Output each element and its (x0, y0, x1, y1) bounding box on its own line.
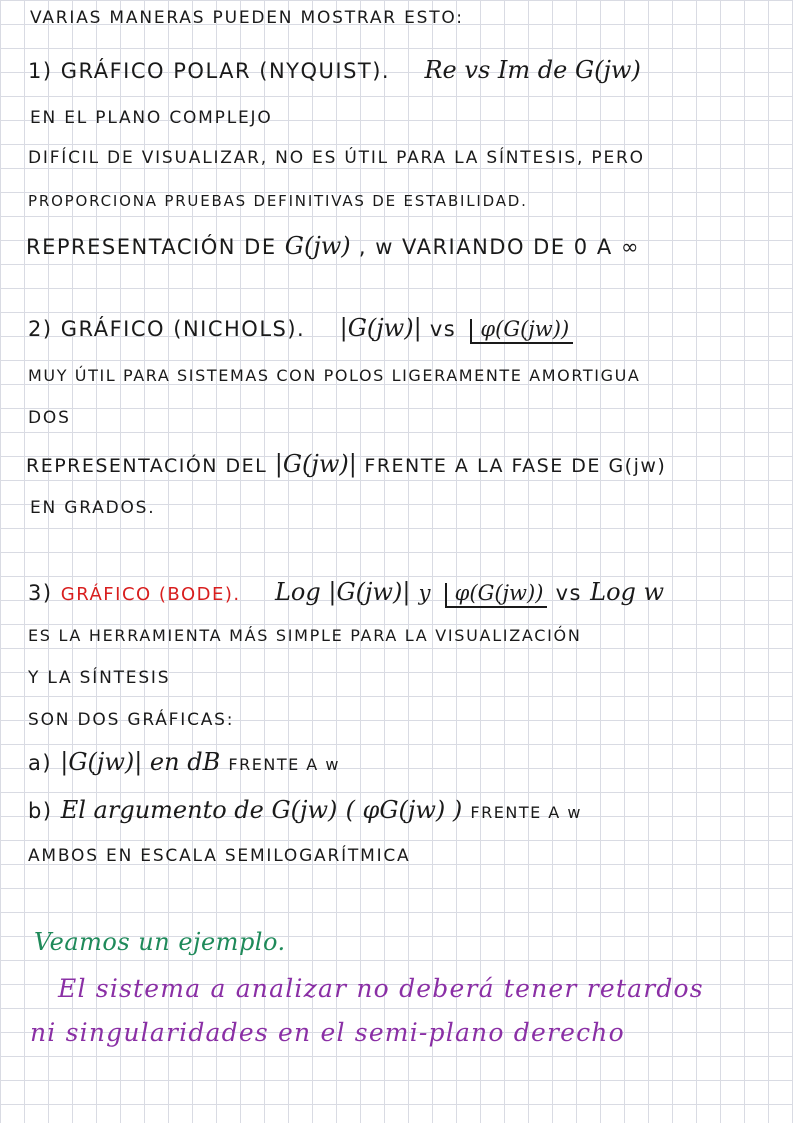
item1-line4: PROPORCIONA PRUEBAS DEFINITIVAS DE ESTABILIDAD. (28, 192, 528, 210)
item3-line5: AMBOS EN ESCALA SEMILOGARÍTMICA (28, 846, 411, 866)
item3-vs: vs (555, 581, 582, 605)
item1-line5-b: G(jw) (284, 232, 351, 260)
item2-line2: MUY ÚTIL PARA SISTEMAS CON POLOS LIGERAMENTE AMORTIGUA (28, 366, 641, 385)
item3-b-paren: ( φG(jw) ) (345, 796, 463, 824)
item3-and: y (418, 581, 431, 605)
item3-expr-log: Log w (590, 578, 665, 606)
item1-line2: EN EL PLANO COMPLEJO (30, 108, 273, 128)
example-line2: ni singularidades en el semi-plano derecho (30, 1018, 625, 1047)
item2-heading (28, 314, 573, 344)
item3-expr-mag: Log |G(jw)| (274, 578, 411, 606)
intro-line: VARIAS MANERAS PUEDEN MOSTRAR ESTO: (30, 8, 464, 28)
item1-line5-a: REPRESENTACIÓN DE (26, 235, 277, 259)
item1-heading (28, 56, 641, 84)
item1-line3: DIFÍCIL DE VISUALIZAR, NO ES ÚTIL PARA LA SÍNTESIS, PERO (28, 148, 645, 168)
item1-title: 1) GRÁFICO POLAR (NYQUIST). (28, 59, 391, 83)
item2-expr-phase: φ(G(jw)) (470, 319, 573, 344)
item3-expr-phase: φ(G(jw)) (445, 583, 548, 608)
item3-heading (28, 578, 664, 608)
example-heading: Veamos un ejemplo. (34, 928, 286, 956)
item3-b-expr: El argumento de G(jw) (60, 796, 338, 824)
item1-line5-c: , w VARIANDO DE 0 A ∞ (358, 235, 640, 259)
item3-line2: ES LA HERRAMIENTA MÁS SIMPLE PARA LA VISUALIZACIÓN (28, 626, 582, 645)
item3-b (28, 796, 582, 824)
item2-title: 2) GRÁFICO (NICHOLS). (28, 317, 306, 341)
item3-b-suffix: FRENTE A w (470, 803, 582, 822)
item3-a-prefix: a) (28, 751, 53, 775)
item3-number: 3) (28, 581, 53, 605)
item2-line4-c: FRENTE A LA FASE DE G(jw) (364, 455, 667, 477)
item2-line3: DOS (28, 408, 71, 428)
item1-expr: Re vs Im de G(jw) (424, 56, 641, 84)
item2-expr-mag: |G(jw)| (339, 314, 422, 342)
item1-line5 (26, 232, 640, 260)
item3-b-prefix: b) (28, 799, 53, 823)
item2-line4-a: REPRESENTACIÓN DEL (26, 455, 268, 477)
item2-line4-b: |G(jw)| (274, 450, 357, 478)
item3-a-expr: |G(jw)| en dB (60, 748, 221, 776)
example-line1: El sistema a analizar no deberá tener retardos (58, 974, 704, 1003)
item3-a-suffix: FRENTE A w (228, 755, 340, 774)
item3-a (28, 748, 340, 776)
item2-vs: vs (429, 317, 457, 341)
item2-line4 (26, 450, 666, 478)
item2-line5: EN GRADOS. (30, 498, 156, 518)
item3-title: GRÁFICO (BODE). (60, 584, 241, 605)
item3-line3: Y LA SÍNTESIS (28, 668, 171, 688)
item3-line4: SON DOS GRÁFICAS: (28, 710, 235, 730)
